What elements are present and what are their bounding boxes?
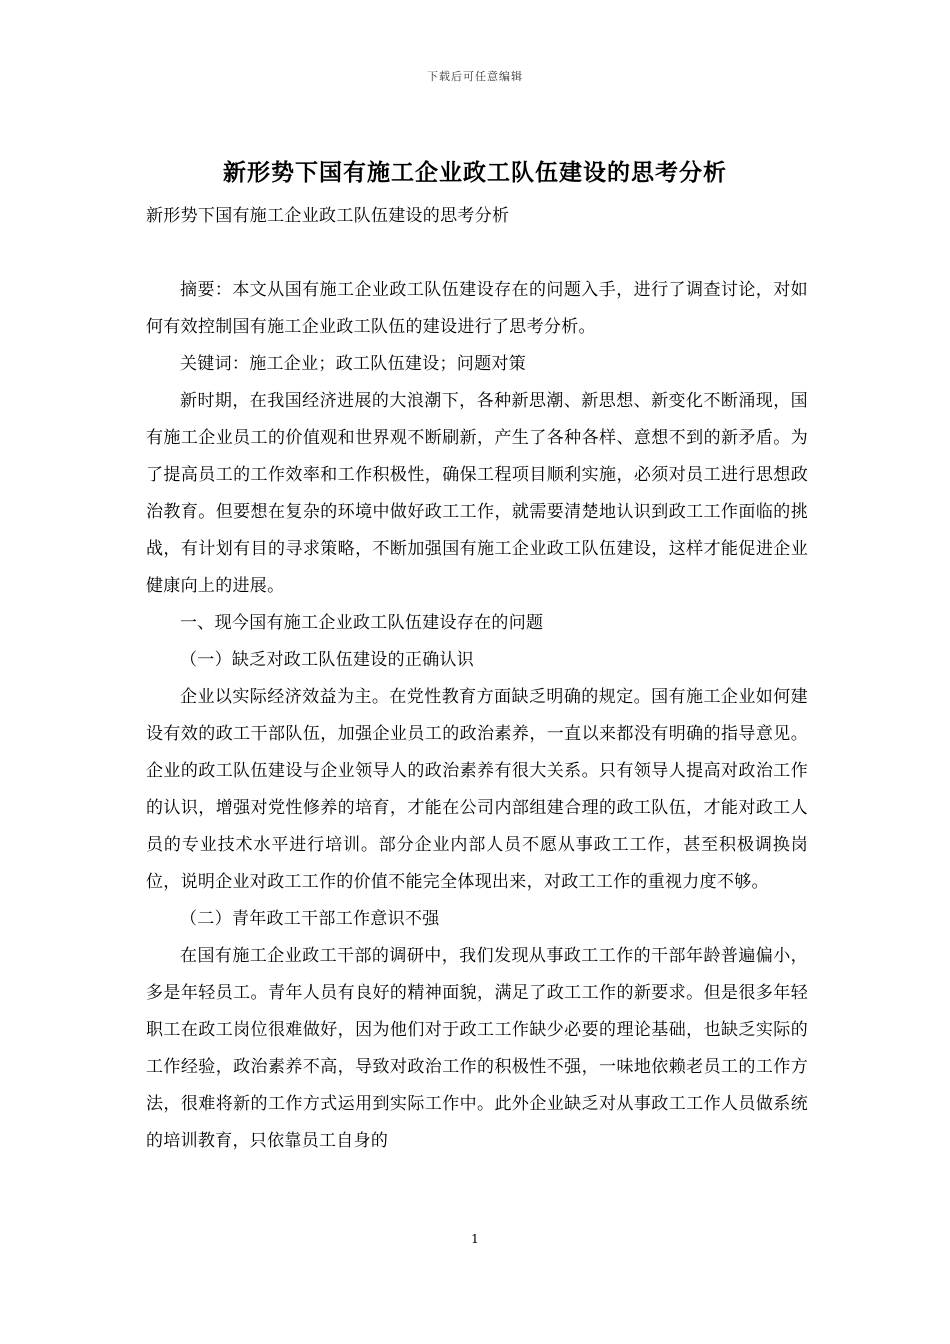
intro-paragraph: 新时期，在我国经济进展的大浪潮下，各种新思潮、新思想、新变化不断涌现，国有施工企业员工的价值观和世界观不断刷新，产生了各种各样、意想不到的新矛盾。为了提高员工的工作效率和工作积极性，确保工程项目顺利实施，必须对员工进行思想政治教育。但要想在复杂的环境中做好政工工作，就需要清楚地认识到政工工作面临的挑战，有计划有目的寻求策略，不断加强国有施工企业政工队伍建设，这样才能促进企业健康向上的进展。 — [146, 391, 808, 596]
document-subtitle: 新形势下国有施工企业政工队伍建设的思考分析 — [146, 206, 510, 226]
subsection-heading-2: （二）青年政工干部工作意识不强 — [180, 909, 440, 929]
keywords-paragraph: 关键词：施工企业；政工队伍建设；问题对策 — [180, 354, 526, 374]
document-title: 新形势下国有施工企业政工队伍建设的思考分析 — [223, 159, 727, 186]
page-number: 1 — [471, 1232, 479, 1246]
body-paragraph: 企业以实际经济效益为主。在党性教育方面缺乏明确的规定。国有施工企业如何建设有效的政工干部队伍，加强企业员工的政治素养，一直以来都没有明确的指导意见。企业的政工队伍建设与企业领导人的政治素养有很大关系。只有领导人提高对政治工作的认识，增强对党性修养的培育，才能在公司内部组建合理的政工队伍，才能对政工人员的专业技术水平进行培训。部分企业内部人员不愿从事政工工作，甚至积极调换岗位，说明企业对政工工作的价值不能完全体现出来，对政工工作的重视力度不够。 — [146, 687, 808, 892]
section-heading-1: 一、现今国有施工企业政工队伍建设存在的问题 — [180, 613, 544, 633]
body-paragraph: 在国有施工企业政工干部的调研中，我们发现从事政工工作的干部年龄普遍偏小，多是年轻员工。青年人员有良好的精神面貌，满足了政工工作的新要求。但是很多年轻职工在政工岗位很难做好，因为他们对于政工工作缺少必要的理论基础，也缺乏实际的工作经验，政治素养不高，导致对政治工作的积极性不强，一味地依赖老员工的工作方法，很难将新的工作方式运用到实际工作中。此外企业缺乏对从事政工工作人员做系统的培训教育，只依靠员工自身的 — [146, 946, 808, 1151]
document-body — [146, 198, 808, 1160]
abstract-paragraph: 摘要：本文从国有施工企业政工队伍建设存在的问题入手，进行了调查讨论，对如何有效控制国有施工企业政工队伍的建设进行了思考分析。 — [146, 280, 808, 337]
subsection-heading-1: （一）缺乏对政工队伍建设的正确认识 — [180, 650, 475, 670]
header-note: 下载后可任意编辑 — [427, 70, 523, 83]
